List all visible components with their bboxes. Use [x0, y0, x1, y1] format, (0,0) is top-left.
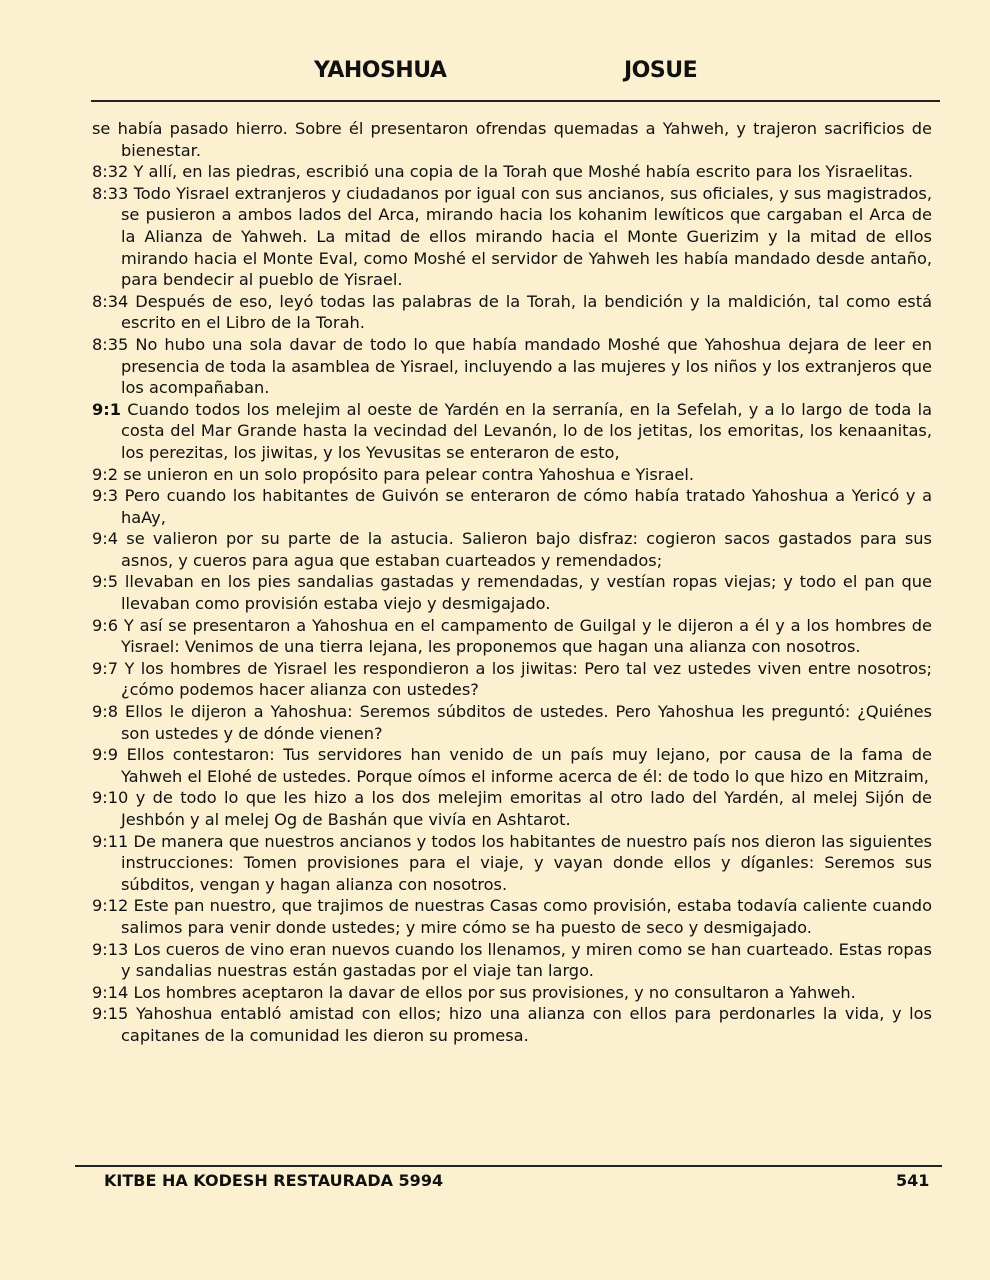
verse [92, 528, 932, 571]
verse-text: Cuando todos los melejim al oeste de Yardén en la serranía, en la Sefelah, y a lo largo de toda la costa del Mar Grande hasta la vecindad del Levanón, lo de los jetitas, los emoritas, los kenaanitas, los perezitas, los jiwitas, y los Yevusitas se enteraron de esto, [121, 399, 932, 462]
header-book-spanish: JOSUE [624, 58, 698, 83]
header-book-hebrew: YAHOSHUA [314, 58, 447, 83]
verse-number: 9:8 [92, 702, 119, 722]
verse-text: Después de eso, leyó todas las palabras de la Torah, la bendición y la maldición, tal como está escrito en el Libro de la Torah. [121, 291, 932, 333]
verse-number: 9:5 [92, 572, 119, 592]
verse-text: se unieron en un solo propósito para pelear contra Yahoshua e Yisrael. [123, 464, 694, 484]
verse-number: 8:34 [92, 291, 129, 311]
verse [92, 787, 932, 830]
verse-number: 9:12 [92, 896, 129, 916]
verse [92, 982, 932, 1004]
verse [92, 895, 932, 938]
verse [92, 464, 932, 486]
footer-title: KITBE HA KODESH RESTAURADA 5994 [104, 1171, 444, 1190]
page-number: 541 [896, 1171, 930, 1190]
verse-text: Yahoshua entabló amistad con ellos; hizo una alianza con ellos para perdonarles la vida, y los capitanes de la comunidad les dieron su promesa. [121, 1004, 932, 1045]
verse-text: Y los hombres de Yisrael les respondieron a los jiwitas: Pero tal vez ustedes viven entre nosotros; ¿cómo podemos hacer alianza con ustedes? [121, 658, 932, 700]
verse [92, 1003, 932, 1046]
verse-text: Y allí, en las piedras, escribió una copia de la Torah que Moshé había escrito para los Yisraelitas. [133, 162, 914, 182]
verse-text: Este pan nuestro, que trajimos de nuestras Casas como provisión, estaba todavía caliente cuando salimos para venir donde ustedes; y mire cómo se ha puesto de seco y desmigajado. [121, 896, 932, 937]
verse-text: Ellos contestaron: Tus servidores han venido de un país muy lejano, por causa de la fama de Yahweh el Elohé de ustedes. Porque oímos el informe acerca de él: de todo lo que hizo en Mitzraim, [121, 745, 932, 786]
verse [92, 939, 932, 982]
verse [92, 615, 932, 658]
footer-rule [75, 1165, 942, 1167]
verse-number: 9:10 [92, 788, 129, 808]
verse-text: Ellos le dijeron a Yahoshua: Seremos súbditos de ustedes. Pero Yahoshua les preguntó: ¿Quiénes son ustedes y de dónde vienen? [121, 702, 932, 743]
verse-text: se valieron por su parte de la astucia. Salieron bajo disfraz: cogieron sacos gastados para sus asnos, y cueros para agua que estaban cuarteados y remendados; [121, 529, 932, 570]
verse-number: 8:32 [92, 162, 129, 182]
verse-number: 9:1 [92, 399, 121, 419]
verse-text: No hubo una sola davar de todo lo que había mandado Moshé que Yahoshua dejara de leer en presencia de toda la asamblea de Yisrael, incluyendo a las mujeres y los niños y los extranjeros que los acompañaban. [121, 334, 932, 398]
verse-text: llevaban en los pies sandalias gastadas y remendadas, y vestían ropas viejas; y todo el pan que llevaban como provisión estaba viejo y desmigajado. [121, 572, 932, 614]
verse-number: 9:13 [92, 939, 129, 959]
verse [92, 183, 932, 291]
verse [92, 701, 932, 744]
verse-number: 9:9 [92, 745, 119, 765]
verse [92, 831, 932, 896]
verse-text: Pero cuando los habitantes de Guivón se enteraron de cómo había tratado Yahoshua a Yericó y a haAy, [121, 486, 933, 527]
verse [92, 399, 932, 464]
verse-number: 9:11 [92, 831, 129, 851]
verse [92, 571, 932, 614]
running-header [0, 58, 990, 88]
verse-number: 8:35 [92, 334, 129, 354]
verse-text: De manera que nuestros ancianos y todos los habitantes de nuestro país nos dieron las siguientes instrucciones: Tomen provisiones para el viaje, y vayan donde ellos y díganles: Seremos sus súbditos, vengan y hagan alianza con nosotros. [121, 831, 932, 894]
verse [92, 334, 932, 399]
verse-text: Los hombres aceptaron la davar de ellos por sus provisiones, y no consultaron a Yahweh. [133, 982, 856, 1002]
verse-number: 9:2 [92, 464, 119, 484]
verse [92, 291, 932, 334]
verse-number: 9:15 [92, 1004, 129, 1024]
verse-text: se había pasado hierro. Sobre él presentaron ofrendas quemadas a Yahweh, y trajeron sacrificios de bienestar. [92, 119, 932, 160]
verse [92, 161, 932, 183]
verse-number: 8:33 [92, 183, 129, 203]
verse-number: 9:6 [92, 615, 119, 635]
verse-number: 9:4 [92, 529, 119, 549]
header-rule [91, 100, 940, 102]
verse-number: 9:14 [92, 982, 129, 1002]
verse-list [92, 118, 932, 1047]
verse-text: Todo Yisrael extranjeros y ciudadanos por igual con sus ancianos, sus oficiales, y sus magistrados, se pusieron a ambos lados del Arca, mirando hacia los kohanim lewíticos que cargaban el Arca de la Alianza de Yahweh. La mitad de ellos mirando hacia el Monte Guerizim y la mitad de ellos mirando hacia el Monte Eval, como Moshé el servidor de Yahweh les había mandado desde antaño, para bendecir al pueblo de Yisrael. [121, 183, 932, 290]
verse [92, 485, 932, 528]
verse [92, 118, 932, 161]
verse-text: Los cueros de vino eran nuevos cuando los llenamos, y miren como se han cuarteado. Estas ropas y sandalias nuestras están gastadas por el viaje tan largo. [121, 939, 932, 981]
verse-text: y de todo lo que les hizo a los dos melejim emoritas al otro lado del Yardén, al melej Sijón de Jeshbón y al melej Og de Bashán que vivía en Ashtarot. [121, 788, 932, 829]
verse-number: 9:7 [92, 658, 119, 678]
verse [92, 744, 932, 787]
verse-text: Y así se presentaron a Yahoshua en el campamento de Guilgal y le dijeron a él y a los hombres de Yisrael: Venimos de una tierra lejana, les proponemos que hagan una alianza con nosotros. [121, 615, 932, 657]
verse-number: 9:3 [92, 486, 119, 506]
verse [92, 658, 932, 701]
